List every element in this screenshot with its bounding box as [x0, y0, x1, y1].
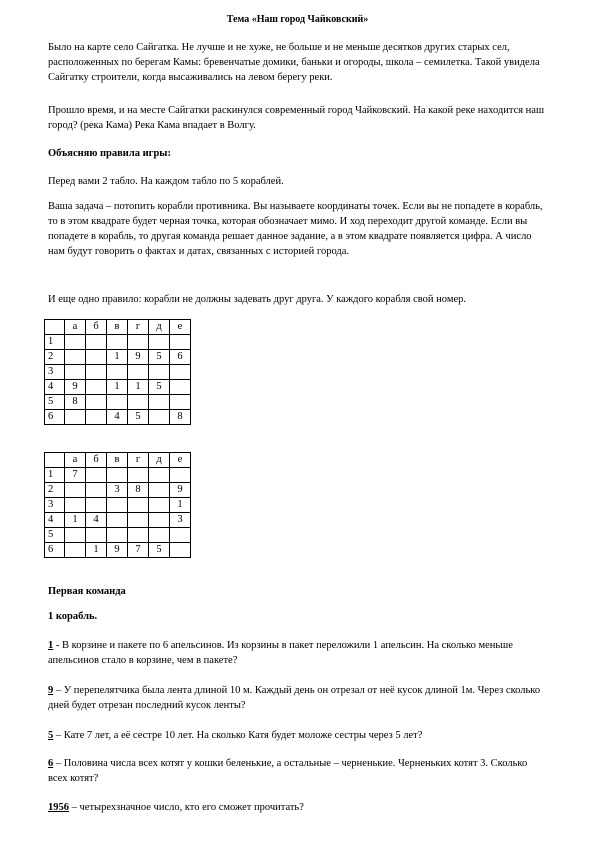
board-cell [128, 335, 149, 350]
task-text: – У перепелятчика была лента длиной 10 м. Каждый день он отрезал от неё кусок длиной 1м. Через сколько дней будет отрезан последний кусок ленты? [48, 685, 541, 711]
board-cell [107, 528, 128, 543]
board-cell [128, 365, 149, 380]
board-cell [149, 410, 170, 425]
board-row [45, 350, 191, 365]
board-cell [107, 365, 128, 380]
board-cell: 7 [128, 543, 149, 558]
board-cell [65, 365, 86, 380]
board-cell [86, 410, 107, 425]
rules-paragraph-1: Перед вами 2 табло. На каждом табло по 5 кораблей. [48, 176, 284, 187]
board-cell: 5 [149, 543, 170, 558]
board-cell: 5 [128, 410, 149, 425]
board-cell [149, 498, 170, 513]
board-row [45, 468, 191, 483]
board-1 [44, 319, 191, 425]
board-cell [86, 468, 107, 483]
board-cell [149, 365, 170, 380]
board-cell [128, 528, 149, 543]
board-cell: 3 [170, 513, 191, 528]
row-header: 2 [45, 483, 65, 498]
board-cell [149, 468, 170, 483]
board-cell [107, 395, 128, 410]
board-cell [86, 483, 107, 498]
task-number: 9 [48, 685, 54, 696]
board-cell [65, 410, 86, 425]
row-header: 4 [45, 380, 65, 395]
col-header: е [170, 320, 191, 335]
team-heading: Первая команда [48, 586, 126, 597]
col-header: в [107, 453, 128, 468]
task-text: - В корзине и пакете по 6 апельсинов. Из корзины в пакет переложили 1 апельсин. На сколько меньше апельсинов стало в корзине, чем в пакете? [48, 640, 513, 666]
col-header: а [65, 453, 86, 468]
board-cell [86, 498, 107, 513]
board-cell [86, 528, 107, 543]
board-cell: 1 [107, 380, 128, 395]
corner-cell [45, 453, 65, 468]
board-row [45, 483, 191, 498]
col-header: г [128, 320, 149, 335]
board-cell [65, 483, 86, 498]
board-row [45, 365, 191, 380]
board-cell: 1 [107, 350, 128, 365]
board-cell: 1 [128, 380, 149, 395]
col-header: д [149, 320, 170, 335]
task-text: – четырехзначное число, кто его сможет прочитать? [69, 802, 304, 813]
board-row [45, 410, 191, 425]
rules-heading: Объясняю правила игры: [48, 148, 171, 159]
board-cell [170, 365, 191, 380]
board-cell: 1 [86, 543, 107, 558]
board-cell [65, 528, 86, 543]
board-cell: 7 [65, 468, 86, 483]
board-cell [86, 365, 107, 380]
col-header: а [65, 320, 86, 335]
board-cell [86, 350, 107, 365]
rules-paragraph-2: Ваша задача – потопить корабли противника. Вы называете координаты точек. Если вы не попадете в корабль, то в этом квадрате будет черная точка, которая обозначает мимо. И ход переходит другой команде. Если вы попадете в корабль, то другая команда решает данное задание, а в этом квадрате появляется цифра. А число нам будут говорить о фактах и датах, связанных с историей города. [48, 201, 543, 257]
board-cell [149, 395, 170, 410]
board-cell: 1 [170, 498, 191, 513]
board-cell: 3 [107, 483, 128, 498]
board-cell [170, 380, 191, 395]
board-2-header-row [45, 453, 191, 468]
board-cell [149, 483, 170, 498]
task-4 [48, 756, 548, 786]
board-cell: 4 [86, 513, 107, 528]
board-row [45, 335, 191, 350]
col-header: е [170, 453, 191, 468]
board-row [45, 513, 191, 528]
row-header: 3 [45, 365, 65, 380]
board-2 [44, 452, 191, 558]
board-row [45, 528, 191, 543]
board-cell: 9 [128, 350, 149, 365]
col-header: д [149, 453, 170, 468]
board-cell [107, 513, 128, 528]
board-cell: 5 [149, 380, 170, 395]
board-cell [107, 498, 128, 513]
board-cell [149, 513, 170, 528]
task-number: 5 [48, 730, 54, 741]
board-cell [65, 350, 86, 365]
board-row [45, 543, 191, 558]
row-header: 2 [45, 350, 65, 365]
board-cell [170, 335, 191, 350]
board-cell: 1 [65, 513, 86, 528]
board-cell [65, 543, 86, 558]
board-cell [86, 335, 107, 350]
row-header: 5 [45, 528, 65, 543]
board-cell [170, 395, 191, 410]
ship-heading: 1 корабль. [48, 611, 98, 622]
col-header: б [86, 320, 107, 335]
task-2 [48, 683, 548, 713]
board-cell [128, 513, 149, 528]
board-row [45, 380, 191, 395]
board-cell: 8 [128, 483, 149, 498]
board-cell [128, 395, 149, 410]
board-cell: 9 [65, 380, 86, 395]
corner-cell [45, 320, 65, 335]
col-header: б [86, 453, 107, 468]
row-header: 4 [45, 513, 65, 528]
row-header: 6 [45, 410, 65, 425]
board-cell [170, 543, 191, 558]
board-cell: 5 [149, 350, 170, 365]
board-row [45, 395, 191, 410]
row-header: 6 [45, 543, 65, 558]
task-text: – Кате 7 лет, а её сестре 10 лет. На сколько Катя будет моложе сестры через 5 лет? [53, 730, 423, 741]
board-cell [149, 528, 170, 543]
board-cell: 9 [107, 543, 128, 558]
intro-paragraph-2: Прошло время, и на месте Сайгатки раскинулся современный город Чайковский. На какой реке находится наш город? (река Кама) Река Кама впадает в Волгу. [48, 105, 545, 131]
task-number: 6 [48, 758, 54, 769]
rules-paragraph-3: И еще одно правило: корабли не должны задевать друг друга. У каждого корабля свой номер. [48, 294, 467, 305]
board-cell: 6 [170, 350, 191, 365]
intro-paragraph-1: Было на карте село Сайгатка. Не лучше и не хуже, не больше и не меньше десятков других старых сел, расположенных по берегам Камы: бревенчатые домики, баньки и огороды, школа – семилетка. Такой увидела Сайгатку строители, когда высаживались на левом берегу реки. [48, 42, 540, 83]
board-cell [170, 468, 191, 483]
task-text: – Половина числа всех котят у кошки беленькие, а остальные – черненькие. Черненьких котят 3. Сколько всех котят? [48, 758, 528, 784]
board-cell [107, 335, 128, 350]
board-row [45, 498, 191, 513]
board-cell [65, 498, 86, 513]
board-cell [107, 468, 128, 483]
board-cell [128, 468, 149, 483]
page-title: Тема «Наш город Чайковский» [226, 14, 369, 25]
board-cell: 8 [65, 395, 86, 410]
board-cell [86, 395, 107, 410]
col-header: г [128, 453, 149, 468]
row-header: 5 [45, 395, 65, 410]
board-cell: 9 [170, 483, 191, 498]
board-cell [170, 528, 191, 543]
board-cell [86, 380, 107, 395]
row-header: 3 [45, 498, 65, 513]
board-cell [149, 335, 170, 350]
board-1-header-row [45, 320, 191, 335]
task-number: 1956 [48, 802, 69, 813]
board-cell: 4 [107, 410, 128, 425]
row-header: 1 [45, 468, 65, 483]
row-header: 1 [45, 335, 65, 350]
board-cell [65, 335, 86, 350]
col-header: в [107, 320, 128, 335]
task-number: 1 [48, 640, 54, 651]
board-cell [128, 498, 149, 513]
task-1 [48, 638, 548, 668]
task-3 [48, 728, 548, 743]
board-cell: 8 [170, 410, 191, 425]
task-5 [48, 800, 548, 815]
